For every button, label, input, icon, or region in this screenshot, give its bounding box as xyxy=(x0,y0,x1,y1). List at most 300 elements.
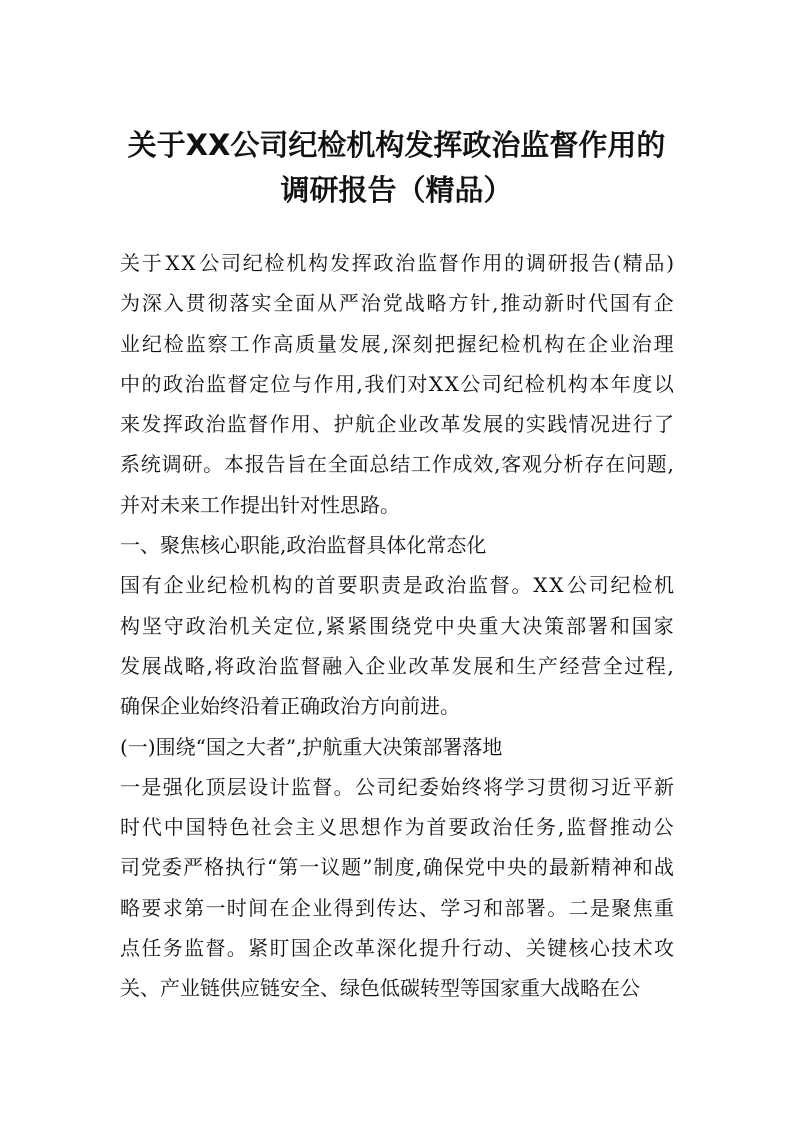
char: 革 xyxy=(440,412,461,437)
char: 守 xyxy=(163,613,184,638)
char: 高 xyxy=(273,331,294,356)
char: 改 xyxy=(419,412,440,437)
char: 企 xyxy=(587,331,608,356)
char: 旨 xyxy=(286,452,307,477)
char: 贯 xyxy=(185,291,206,316)
char: 国 xyxy=(631,613,652,638)
char: 想 xyxy=(360,815,381,840)
char: 第 xyxy=(184,895,205,920)
char: 重 xyxy=(478,613,499,638)
char: 键 xyxy=(547,936,568,961)
char: 践 xyxy=(547,412,568,437)
char: 业 xyxy=(609,331,630,356)
char: 发 xyxy=(338,331,359,356)
char: 展 xyxy=(473,653,494,678)
char: 传 xyxy=(376,895,397,920)
char: 责 xyxy=(381,573,401,598)
char: 动 xyxy=(522,291,543,316)
char: 顶 xyxy=(205,774,226,799)
char: 过 xyxy=(624,653,645,678)
char: 政 xyxy=(235,653,256,678)
char: 督 xyxy=(587,815,608,840)
char: 战 xyxy=(653,855,674,880)
char: 委 xyxy=(162,855,182,880)
char: 年 xyxy=(610,371,631,396)
char: 主 xyxy=(295,815,316,840)
char: 神 xyxy=(611,855,632,880)
char: 业 xyxy=(120,331,140,356)
char: 定 xyxy=(273,613,294,638)
char: 关 xyxy=(525,936,546,961)
char: 检 xyxy=(500,331,521,356)
char: 义 xyxy=(317,815,338,840)
char: 营 xyxy=(581,653,602,678)
char: 督 xyxy=(489,573,510,598)
char: 坚 xyxy=(141,613,162,638)
text-line: 关、产业链供应链安全、绿色低碳转型等国家重大战略在公 xyxy=(120,976,640,1001)
char: 间 xyxy=(248,895,269,920)
char: 心 xyxy=(589,936,610,961)
char: 构 xyxy=(544,331,565,356)
char: 入 xyxy=(343,653,364,678)
char: 工 xyxy=(229,331,250,356)
char: 决 xyxy=(522,613,543,638)
char: 要 xyxy=(448,815,469,840)
char: 析 xyxy=(563,452,584,477)
char: 业 xyxy=(397,412,418,437)
char: 情 xyxy=(568,412,589,437)
char: 展 xyxy=(360,331,381,356)
char: 监 xyxy=(468,573,488,598)
char: 用 xyxy=(482,251,503,275)
char: 司 xyxy=(376,774,397,799)
char: 治 xyxy=(207,613,228,638)
paragraph xyxy=(120,565,674,726)
char: 和 xyxy=(632,855,653,880)
char: 代 xyxy=(587,291,608,316)
char: 推 xyxy=(609,815,630,840)
char: 将 xyxy=(214,653,235,678)
paragraph xyxy=(120,283,674,525)
char: 改 xyxy=(408,653,429,678)
char: 纪 xyxy=(610,573,631,598)
char: 核 xyxy=(568,936,589,961)
char: , xyxy=(206,653,213,678)
char: 严 xyxy=(183,855,203,880)
char: 存 xyxy=(584,452,605,477)
char: 政 xyxy=(373,251,394,275)
char: , xyxy=(415,855,422,880)
char: 深 xyxy=(141,291,162,316)
char: 国 xyxy=(120,573,140,598)
char: 督 xyxy=(438,251,459,275)
char: 发 xyxy=(461,412,482,437)
char: 、 xyxy=(504,936,525,961)
char: 、 xyxy=(419,895,440,920)
char: , xyxy=(356,371,363,396)
char: 央 xyxy=(506,855,527,880)
char: 监 xyxy=(566,815,587,840)
char: 机 xyxy=(229,613,250,638)
char: 党 xyxy=(382,291,403,316)
char: 首 xyxy=(315,573,336,598)
char: 从 xyxy=(317,291,338,316)
char: 中 xyxy=(163,815,184,840)
section-heading xyxy=(120,727,674,767)
char: 本 xyxy=(589,371,610,396)
char: 一 xyxy=(120,774,140,799)
char: 检 xyxy=(163,331,184,356)
char: 作 xyxy=(431,452,452,477)
char: 部 xyxy=(566,613,587,638)
char: 面 xyxy=(348,452,369,477)
text-line: 确保企业始终沿着正确政治方向前进。 xyxy=(120,694,460,719)
char: X xyxy=(533,573,548,598)
char: 近 xyxy=(611,774,632,799)
char: 务 xyxy=(162,936,183,961)
char: 执 xyxy=(225,855,245,880)
char: 将 xyxy=(483,774,504,799)
char: 政 xyxy=(424,573,445,598)
char: 署 xyxy=(587,613,608,638)
char: 监 xyxy=(206,371,226,396)
text-line xyxy=(120,565,674,605)
char: 议 xyxy=(320,855,341,880)
char: 深 xyxy=(376,936,397,961)
char: 观 xyxy=(521,452,542,477)
char: 监 xyxy=(417,251,437,275)
char: 构 xyxy=(120,613,140,638)
char: 治 xyxy=(257,653,278,678)
char: 革 xyxy=(354,936,375,961)
char: 发 xyxy=(141,412,162,437)
char: 于 xyxy=(141,251,162,275)
char: 本 xyxy=(223,452,244,477)
char: 监 xyxy=(278,653,299,678)
char: ” xyxy=(362,855,373,880)
char: 护 xyxy=(333,412,354,437)
char: 治 xyxy=(360,291,381,316)
char: 学 xyxy=(440,895,461,920)
text-line xyxy=(120,444,674,484)
char: 治 xyxy=(395,251,416,275)
char: 思 xyxy=(338,815,359,840)
char: 动 xyxy=(631,815,652,840)
char: 机 xyxy=(286,251,307,275)
char: 层 xyxy=(226,774,247,799)
char: 深 xyxy=(390,331,411,356)
char: 对 xyxy=(407,371,428,396)
char: , xyxy=(557,815,565,840)
char: 任 xyxy=(141,936,162,961)
char: 检 xyxy=(632,573,653,598)
text-line xyxy=(120,646,674,686)
document-title-line-1: 关于XX公司纪检机构发挥政治监督作用的 xyxy=(127,128,666,162)
char: 公 xyxy=(653,815,674,840)
char: 关 xyxy=(120,251,140,275)
char: 。 xyxy=(511,573,532,598)
char: 关 xyxy=(251,613,272,638)
char: 入 xyxy=(163,291,184,316)
char: 时 xyxy=(566,291,587,316)
char: 习 xyxy=(589,774,610,799)
char: 化 xyxy=(397,936,418,961)
char: 品 xyxy=(644,251,665,275)
char: 革 xyxy=(430,653,451,678)
char: 督 xyxy=(205,936,226,961)
char: 业 xyxy=(185,573,206,598)
char: 报 xyxy=(569,251,590,275)
char: 纪 xyxy=(207,573,227,598)
char: 机 xyxy=(546,371,567,396)
char: 社 xyxy=(251,815,272,840)
char: 改 xyxy=(333,936,354,961)
char: 点 xyxy=(120,936,140,961)
char: X xyxy=(428,371,444,396)
char: 针 xyxy=(470,291,491,316)
char: 严 xyxy=(338,291,359,316)
char: 。 xyxy=(547,895,568,920)
char: , xyxy=(494,452,501,477)
text-line: 并对未来工作提出针对性思路。 xyxy=(120,492,400,517)
char: 新 xyxy=(569,855,590,880)
text-line xyxy=(120,243,674,283)
char: 新 xyxy=(653,774,674,799)
char: , xyxy=(667,452,674,477)
char: 系 xyxy=(120,452,140,477)
char: 术 xyxy=(632,936,653,961)
char: 题 xyxy=(646,452,667,477)
char: 全 xyxy=(273,291,294,316)
text-line xyxy=(120,364,674,404)
char: 的 xyxy=(141,371,162,396)
char: 强 xyxy=(162,774,183,799)
char: 略 xyxy=(426,291,447,316)
char: 平 xyxy=(632,774,653,799)
char: 展 xyxy=(141,653,162,678)
char: 职 xyxy=(359,573,380,598)
char: 进 xyxy=(611,412,632,437)
char: 告 xyxy=(591,251,612,275)
char: 航 xyxy=(354,412,375,437)
char: 紧 xyxy=(325,613,346,638)
char: X xyxy=(181,251,196,275)
char: 战 xyxy=(163,653,184,678)
char: 化 xyxy=(184,774,205,799)
section-heading xyxy=(120,525,674,565)
char: 了 xyxy=(653,412,674,437)
char: 作 xyxy=(251,331,272,356)
char: 是 xyxy=(402,573,423,598)
text-line xyxy=(120,324,674,364)
char: 挥 xyxy=(162,412,183,437)
char: 在 xyxy=(307,452,328,477)
text-line xyxy=(120,606,674,646)
char: X xyxy=(549,573,564,598)
char: ) xyxy=(666,251,674,275)
char: 企 xyxy=(290,895,311,920)
char: 业 xyxy=(386,653,407,678)
char: 大 xyxy=(500,613,521,638)
char: 作 xyxy=(313,371,334,396)
char: 紧 xyxy=(248,936,269,961)
char: 们 xyxy=(385,371,406,396)
char: 我 xyxy=(364,371,385,396)
char: X xyxy=(444,371,459,396)
char: 实 xyxy=(525,412,546,437)
char: 要 xyxy=(141,895,162,920)
char: 的 xyxy=(504,251,525,275)
text-line xyxy=(120,283,674,323)
char: 的 xyxy=(294,573,314,598)
char: 成 xyxy=(452,452,473,477)
char: 业 xyxy=(312,895,333,920)
char: 研 xyxy=(182,452,203,477)
char: 调 xyxy=(161,452,182,477)
char: 得 xyxy=(333,895,354,920)
char: 构 xyxy=(308,251,329,275)
char: 位 xyxy=(270,371,291,396)
char: 政 xyxy=(184,412,205,437)
char: 企 xyxy=(653,291,674,316)
char: 效 xyxy=(473,452,494,477)
char: 产 xyxy=(537,653,558,678)
char: 达 xyxy=(397,895,418,920)
char: 攻 xyxy=(653,936,674,961)
char: 保 xyxy=(443,855,464,880)
char: 。 xyxy=(333,774,354,799)
char: 实 xyxy=(251,291,272,316)
char: 全 xyxy=(327,452,348,477)
document-body xyxy=(120,243,674,1009)
char: 的 xyxy=(527,855,548,880)
char: 求 xyxy=(162,895,183,920)
char: 确 xyxy=(422,855,443,880)
char: 、 xyxy=(312,412,333,437)
char: 生 xyxy=(516,653,537,678)
char: 察 xyxy=(207,331,228,356)
char: 检 xyxy=(264,251,285,275)
char: 公 xyxy=(199,251,220,275)
char: 行 xyxy=(246,855,266,880)
char: 政 xyxy=(163,371,183,396)
text-line xyxy=(120,807,674,847)
char: 检 xyxy=(524,371,545,396)
char: 理 xyxy=(653,331,674,356)
char: 盯 xyxy=(269,936,290,961)
char: 纪 xyxy=(478,331,499,356)
char: 中 xyxy=(485,855,506,880)
char: 紧 xyxy=(347,613,368,638)
char: 家 xyxy=(653,613,674,638)
char: 党 xyxy=(412,613,433,638)
char: 面 xyxy=(295,291,316,316)
char: 在 xyxy=(605,452,626,477)
char: 习 xyxy=(525,774,546,799)
char: 分 xyxy=(542,452,563,477)
char: 研 xyxy=(547,251,568,275)
char: 经 xyxy=(559,653,580,678)
text-line: 一、聚焦核心职能,政治监督具体化常态化 xyxy=(120,533,487,558)
char: 握 xyxy=(456,331,477,356)
char: 企 xyxy=(163,573,184,598)
char: 融 xyxy=(322,653,343,678)
char: 治 xyxy=(205,412,226,437)
char: 党 xyxy=(141,855,161,880)
char: 与 xyxy=(292,371,312,396)
char: 色 xyxy=(229,815,250,840)
char: 题 xyxy=(341,855,362,880)
char: 定 xyxy=(249,371,269,396)
char: 构 xyxy=(272,573,293,598)
char: 告 xyxy=(265,452,286,477)
char: 最 xyxy=(548,855,569,880)
char: 有 xyxy=(141,573,162,598)
char: 治 xyxy=(184,371,205,396)
char: 以 xyxy=(653,371,674,396)
char: 作 xyxy=(460,251,481,275)
char: X xyxy=(165,251,180,275)
char: 司 xyxy=(120,855,140,880)
char: 检 xyxy=(228,573,249,598)
char: 量 xyxy=(317,331,338,356)
char: 督 xyxy=(227,371,248,396)
char: 党 xyxy=(464,855,485,880)
char: 在 xyxy=(269,895,290,920)
char: 制 xyxy=(373,855,394,880)
char: 作 xyxy=(382,815,403,840)
char: 为 xyxy=(120,291,140,316)
char: 新 xyxy=(544,291,565,316)
char: 彻 xyxy=(207,291,228,316)
char: 略 xyxy=(120,895,140,920)
char: 况 xyxy=(589,412,610,437)
char: 围 xyxy=(369,613,390,638)
char: 动 xyxy=(483,936,504,961)
char: “ xyxy=(267,855,278,880)
char: 治 xyxy=(631,331,652,356)
char: 策 xyxy=(544,613,565,638)
text-line xyxy=(120,928,674,968)
char: 来 xyxy=(120,412,140,437)
char: 务 xyxy=(535,815,556,840)
paragraph xyxy=(120,243,674,283)
char: 度 xyxy=(394,855,415,880)
char: 行 xyxy=(632,412,653,437)
char: 政 xyxy=(470,815,491,840)
char: 公 xyxy=(460,371,481,396)
char: 要 xyxy=(337,573,358,598)
char: , xyxy=(667,653,674,678)
char: 治 xyxy=(492,815,513,840)
char: 报 xyxy=(244,452,265,477)
char: 机 xyxy=(654,573,674,598)
paragraph xyxy=(120,767,674,1009)
text-line xyxy=(120,847,674,887)
char: 始 xyxy=(440,774,461,799)
char: 督 xyxy=(312,774,333,799)
char: 国 xyxy=(290,936,311,961)
char: 问 xyxy=(625,452,646,477)
char: 中 xyxy=(120,371,140,396)
char: 督 xyxy=(248,412,269,437)
char: 一 xyxy=(205,895,226,920)
char: 是 xyxy=(141,774,162,799)
document-title-line-2: 调研报告（精品） xyxy=(280,173,513,207)
char: 企 xyxy=(365,653,386,678)
char: 调 xyxy=(525,251,546,275)
char: 格 xyxy=(204,855,224,880)
